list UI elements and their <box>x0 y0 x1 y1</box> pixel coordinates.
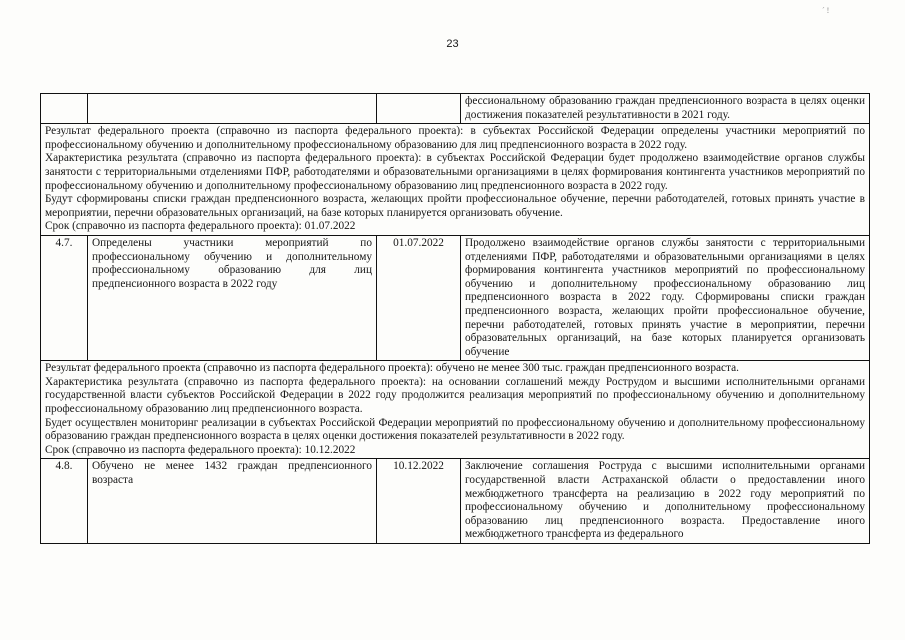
cell-title-empty <box>88 94 377 124</box>
item-number: 4.8. <box>41 459 88 544</box>
cell-description: фессиональному образованию граждан предпенсионного возраста в целях оценки достижения показателей результативности в 2021 году. <box>461 94 870 124</box>
result-paragraph: Результат федерального проекта (справочно из паспорта федерального проекта): в субъектах Российской Федерации определены участники мероприятий по профессиональному обучению и дополнительному профессиональному образованию для лиц предпенсионного возраста в 2022 году. <box>45 125 865 151</box>
item-description: Продолжено взаимодействие органов службы занятости с территориальными отделениями ПФР, работодателями и образовательными организациями в целях формирования контингента участников мероприятий по профессиональному обучению и дополнительному профессиональному образованию лиц предпенсионного возраста в 2022 году. Сформированы списки граждан предпенсионного возраста, желающих пройти профессиональное обучение, перечни работодателей, готовых принять участие в мероприятии, перечни образовательных организаций, на базе которых планируется организовать обучение <box>461 235 870 360</box>
cell-num-empty <box>41 94 88 124</box>
result-paragraph: Результат федерального проекта (справочно из паспорта федерального проекта): обучено не менее 300 тыс. граждан предпенсионного возраста. <box>45 362 739 375</box>
item-date: 01.07.2022 <box>377 235 461 360</box>
monitoring-paragraph: Будет осуществлен мониторинг реализации в субъектах Российской Федерации мероприятий по профессиональному обучению и дополнительному профессиональному образованию граждан предпенсионного возраста в целях оценки достижения показателей результативности в 2022 году. <box>45 416 865 443</box>
deadline-paragraph: Срок (справочно из паспорта федерального проекта): 10.12.2022 <box>45 443 356 456</box>
characteristic-paragraph: Характеристика результата (справочно из паспорта федерального проекта): на основании соглашений между Рострудом и высшими исполнительными органами государственной власти субъектов Российской Федерации в 2022 году продолжится реализация мероприятий по профессиональному обучению и дополнительному профессиональному образованию лиц предпенсионного возраста. <box>45 375 865 416</box>
measures-table <box>40 93 870 544</box>
item-number: 4.7. <box>41 235 88 360</box>
page-number: 23 <box>446 38 459 50</box>
item-date: 10.12.2022 <box>377 459 461 544</box>
table-row <box>41 94 870 124</box>
characteristic-paragraph: Характеристика результата (справочно из паспорта федерального проекта): в субъектах Российской Федерации будет продолжено взаимодействие органов службы занятости с территориальными отделениями ПФР, работодателями и образовательными организациями в целях формирования контингента участников мероприятий по профессиональному обучению и дополнительному профессиональному образованию лиц предпенсионного возраста в 2022 году. <box>45 152 865 192</box>
table-row <box>41 235 870 360</box>
federal-result-block <box>41 124 870 236</box>
deadline-paragraph: Срок (справочно из паспорта федерального проекта): 01.07.2022 <box>45 220 356 233</box>
item-title: Обучено не менее 1432 граждан предпенсионного возраста <box>88 459 377 544</box>
cell-date-empty <box>377 94 461 124</box>
scan-corner-mark: ´ ! <box>822 6 830 15</box>
lists-paragraph: Будут сформированы списки граждан предпенсионного возраста, желающих пройти профессиональное обучение, перечни работодателей, готовых принять участие в мероприятии, перечни образовательных организаций, на базе которых планируется организовать обучение. <box>45 193 865 219</box>
item-title: Определены участники мероприятий по профессиональному обучению и дополнительному профессиональному образованию для лиц предпенсионного возраста в 2022 году <box>88 235 377 360</box>
federal-result-block <box>41 361 870 459</box>
item-description: Заключение соглашения Роструда с высшими исполнительными органами государственной власти Астраханской области о предоставлении иного межбюджетного трансферта на реализацию в 2022 году мероприятий по профессиональному обучению и дополнительному профессиональному образованию лиц предпенсионного возраста. Предоставление иного межбюджетного трансферта из федерального <box>461 459 870 544</box>
table-row <box>41 124 870 236</box>
table-row <box>41 361 870 459</box>
table-row <box>41 459 870 544</box>
